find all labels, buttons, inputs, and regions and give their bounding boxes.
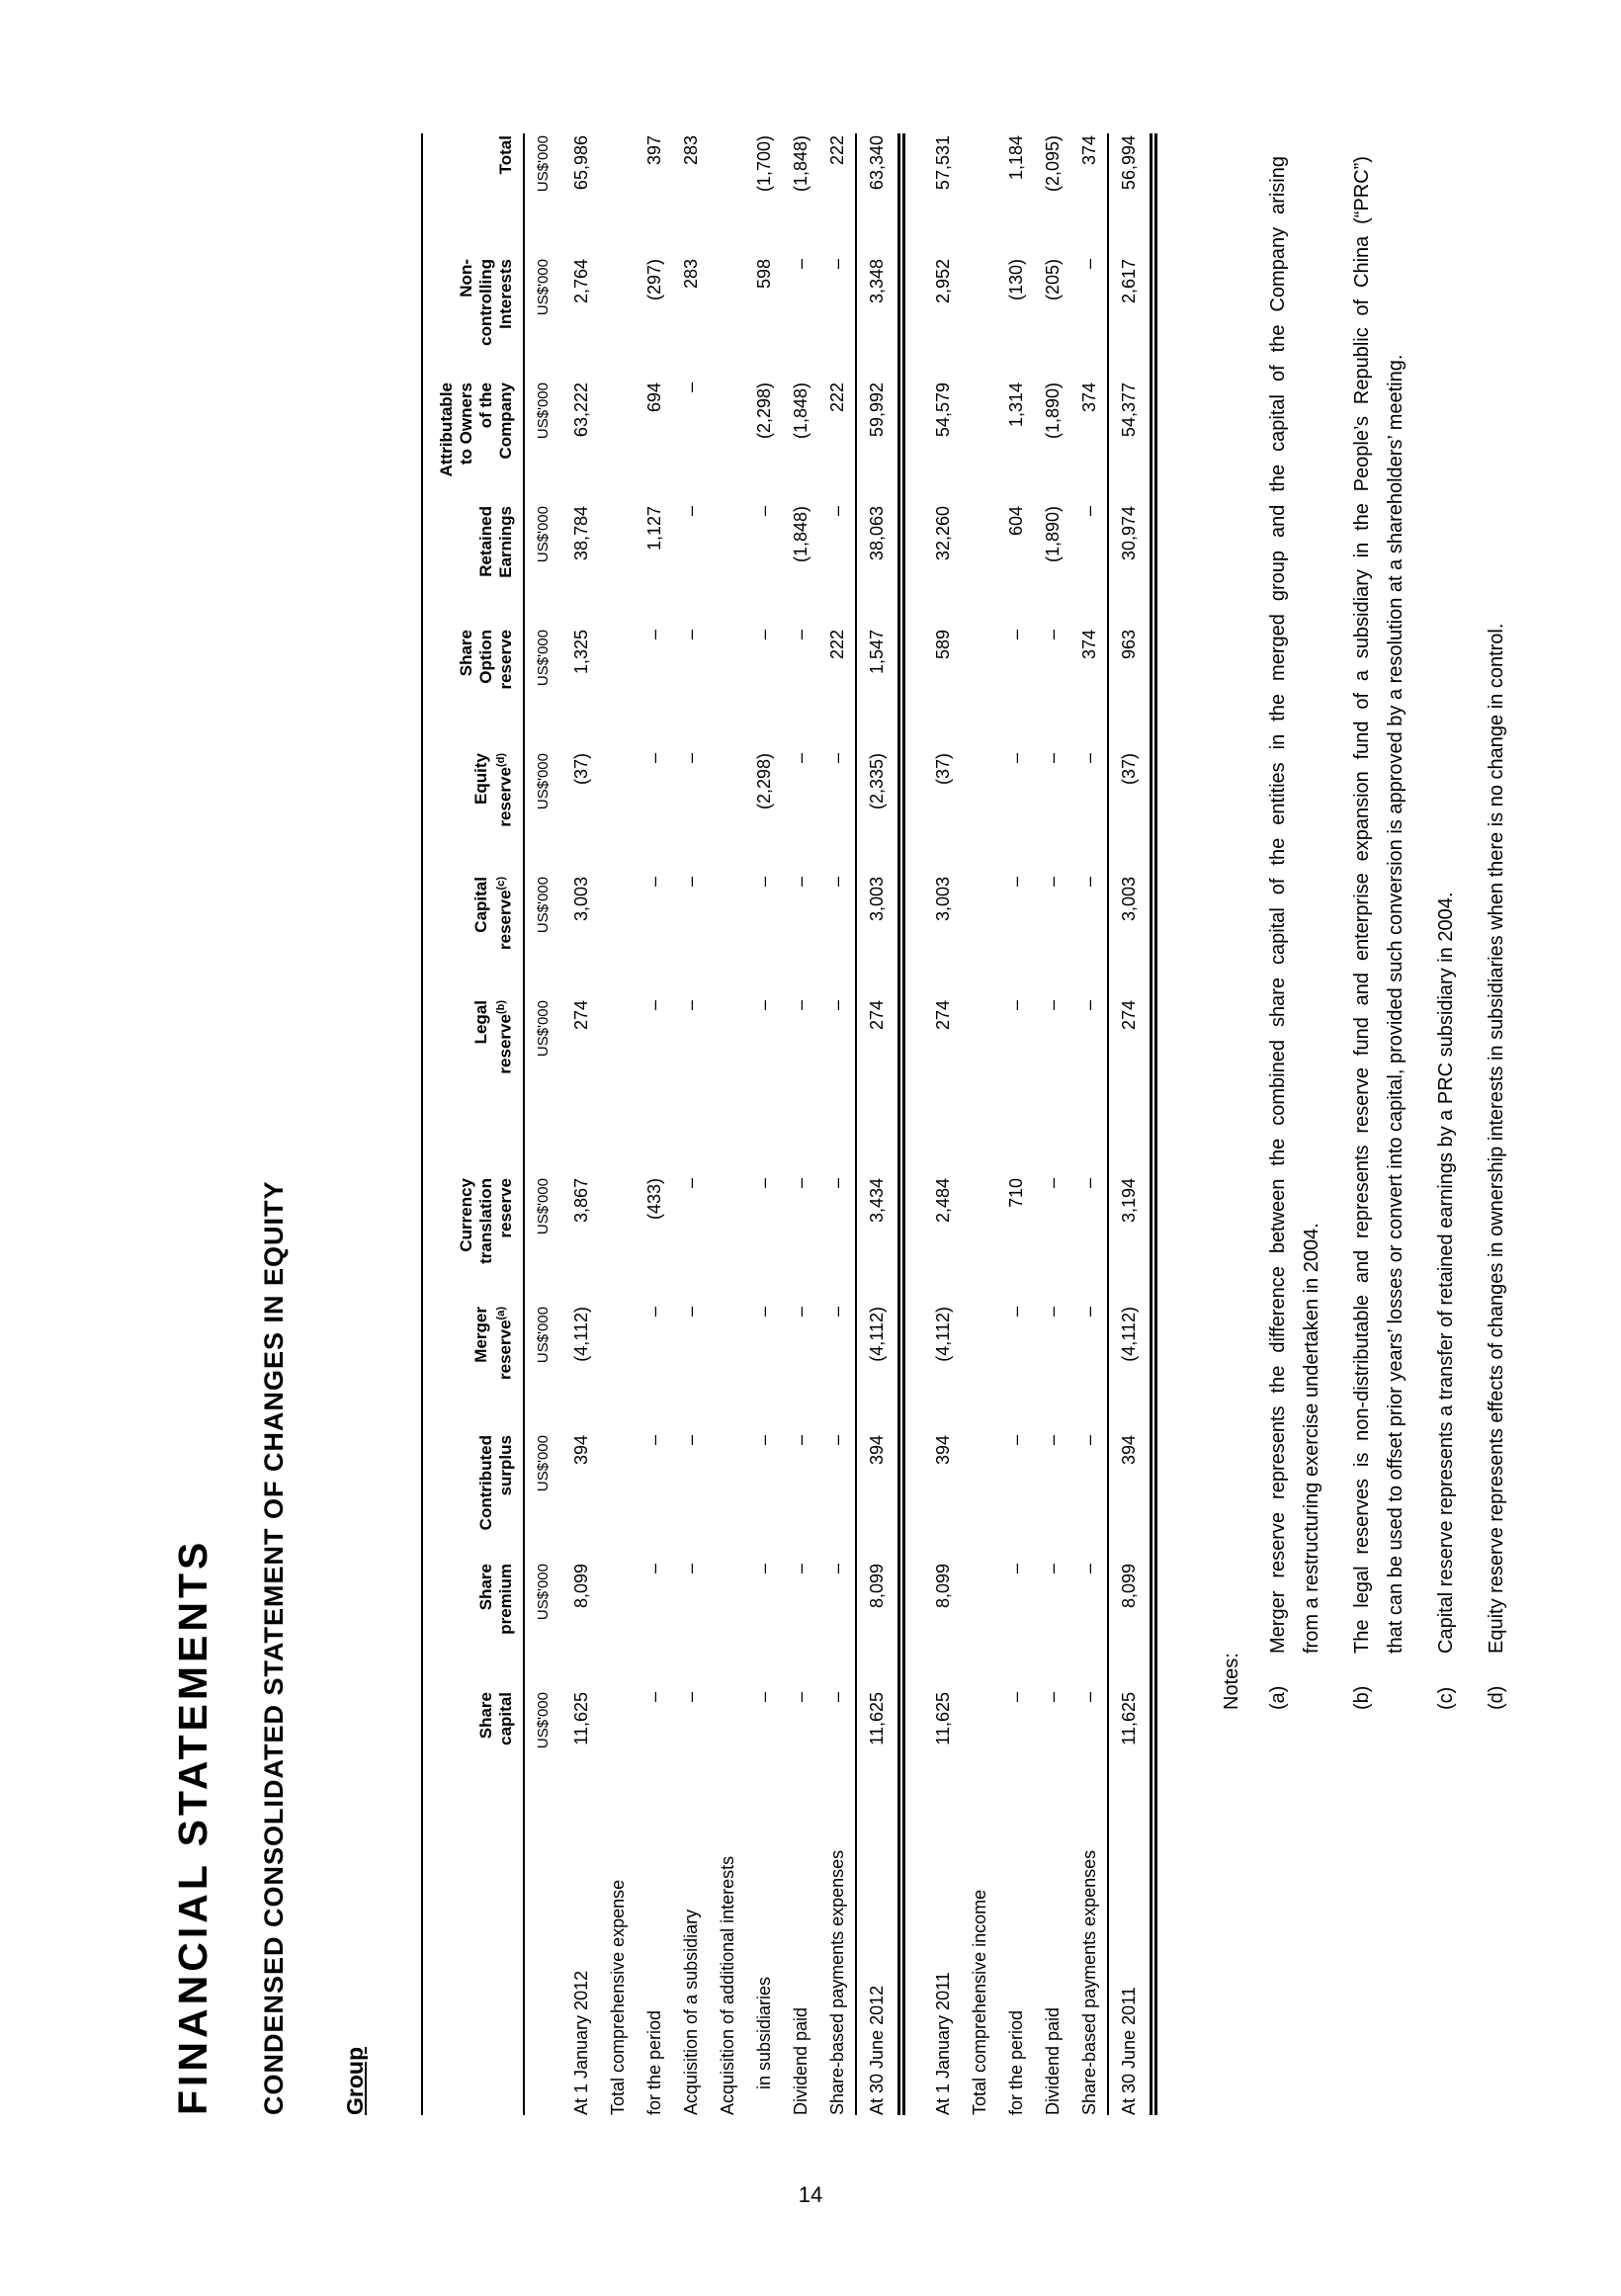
value-cell [600,1305,637,1433]
value-cell: – [1043,1692,1063,1703]
value-cell: (37) [933,753,953,786]
value-cell: 3,003 [933,877,953,922]
value-cell [962,1433,998,1562]
value-cell [962,998,998,1176]
value-cell [710,133,746,257]
section-label: Group [342,2047,368,2115]
row-label: Total comprehensive expense [608,1879,628,2115]
column-header: Legal reserve$^{(b)}$ [422,998,524,1176]
value-cell: 394 [933,1435,953,1466]
value-cell: 274 [933,1000,953,1031]
value-cell: – [1043,1000,1063,1011]
value-cell: 8,099 [856,1562,901,1690]
value-cell: 3,348 [856,257,901,381]
value-cell: 274 [571,1000,591,1031]
row-label: for the period [644,2009,664,2115]
page-subtitle: CONDENSED CONSOLIDATED STATEMENT OF CHANGES IN EQUITY [259,1180,289,2115]
value-cell: 11,625 [571,1692,591,1745]
value-cell: – [1006,753,1026,764]
value-cell: – [644,877,664,888]
table-row [925,133,962,2115]
value-cell: 3,003 [1108,875,1153,998]
value-cell [962,1176,998,1305]
row-label: Share-based payments expenses [1078,1849,1099,2115]
value-cell: – [791,1435,810,1446]
value-cell: 394 [1108,1433,1153,1562]
column-header: Contributed surplus [422,1433,524,1562]
table-row [856,133,901,2115]
value-cell: – [1078,1692,1099,1703]
unit-cell-empty [524,1819,563,2115]
value-cell: – [1006,1307,1026,1318]
value-cell: – [681,753,701,764]
value-cell: – [681,506,701,517]
value-cell [710,875,746,998]
unit-cell: US$'000 [535,1178,552,1235]
equity-table-wrap [421,133,1157,2115]
value-cell [600,257,637,381]
value-cell [710,1176,746,1305]
row-label: At 30 June 2011 [1108,1819,1153,2115]
value-cell: – [791,1178,810,1189]
value-cell: (1,700) [754,135,774,193]
value-cell: – [1043,630,1063,640]
row-label: Dividend paid [1043,2006,1063,2115]
value-cell: – [826,753,847,764]
note-line: that can be used to offset prior years’ losses or convert into capital, provided such conversion is approved by a resolution at a shareholders’ meeting. [1385,354,1407,1654]
note-body [1345,156,1412,1654]
value-cell: – [1078,1000,1099,1011]
column-header: Total [422,133,524,257]
value-cell: (297) [644,259,664,301]
value-cell: 274 [1108,998,1153,1176]
value-cell: – [681,1307,701,1318]
note-marker: (b) [1351,1685,1373,1710]
value-cell: 598 [754,259,774,290]
page-title: FINANCIAL STATEMENTS [170,1538,215,2115]
value-cell: – [1078,877,1099,888]
value-cell: (2,298) [754,383,774,440]
value-cell: – [791,1564,810,1574]
value-cell: 397 [644,135,664,166]
value-cell [710,1433,746,1562]
note-body [1261,156,1328,1654]
value-cell [710,998,746,1176]
value-cell: – [754,630,774,640]
value-cell: 2,617 [1108,257,1153,381]
column-header: Capital reserve$^{(c)}$ [422,875,524,998]
value-cell: 1,314 [1006,383,1026,428]
value-cell: 3,867 [571,1178,591,1224]
value-cell: – [1006,1692,1026,1703]
value-cell: – [1078,1178,1099,1189]
value-cell: – [1043,753,1063,764]
value-cell [600,628,637,751]
table-row [783,133,819,2115]
value-cell: 710 [1006,1178,1026,1209]
column-header: Non- controlling Interests [422,257,524,381]
value-cell: (1,848) [791,135,810,193]
value-cell: 2,952 [933,259,953,304]
table-row [1035,133,1071,2115]
note-line: Equity reserve represents effects of changes in ownership interests in subsidiaries when there is no change in control. [1486,623,1507,1654]
value-cell: – [754,1435,774,1446]
value-cell: 963 [1108,628,1153,751]
value-cell: 589 [933,630,953,660]
value-cell: – [826,506,847,517]
value-cell: 8,099 [933,1564,953,1609]
unit-cell: US$'000 [535,1564,552,1621]
value-cell: 3,003 [856,875,901,998]
value-cell [600,751,637,875]
note-line: The legal reserves is non-distributable and represents reserve fund and enterprise expansion fund of a subsidiary in the People’s Republic of China (“PRC”) [1351,156,1373,1654]
row-label: for the period [1006,2009,1026,2115]
unit-cell: US$'000 [535,877,552,934]
value-cell [962,133,998,257]
value-cell: – [754,1692,774,1703]
value-cell: – [1043,877,1063,888]
table-row [637,133,673,2115]
value-cell: 32,260 [933,506,953,561]
value-cell: 694 [644,383,664,413]
value-cell: (2,335) [856,751,901,875]
value-cell: – [1043,1307,1063,1318]
note-item [1345,153,1412,1710]
note-item [1480,153,1513,1710]
value-cell: 65,986 [571,135,591,191]
value-cell: 274 [856,998,901,1176]
note-marker: (d) [1486,1685,1507,1710]
value-cell: (205) [1043,259,1063,301]
value-cell: (1,848) [791,383,810,440]
table-row [600,133,637,2115]
unit-cell: US$'000 [535,630,552,687]
value-cell [962,1305,998,1433]
value-cell: 283 [681,259,701,290]
value-cell: – [644,753,664,764]
value-cell: – [644,1692,664,1703]
value-cell: 38,063 [856,504,901,628]
column-header: Retained Earnings [422,504,524,628]
note-marker: (a) [1267,1685,1289,1710]
unit-cell: US$'000 [535,135,552,193]
value-cell: 57,531 [933,135,953,191]
value-cell: – [791,753,810,764]
value-cell: 59,992 [856,381,901,504]
table-row [1071,133,1108,2115]
value-cell [962,381,998,504]
value-cell: (1,848) [791,506,810,563]
value-cell: 374 [1078,383,1099,413]
value-cell [962,504,998,628]
value-cell: 38,784 [571,506,591,561]
value-cell: – [754,1564,774,1574]
note-item [1429,153,1463,1710]
note-body [1480,156,1513,1654]
value-cell: – [826,259,847,270]
value-cell [600,1433,637,1562]
row-label: Dividend paid [791,2006,810,2115]
value-cell: (4,112) [1108,1305,1153,1433]
value-cell [962,875,998,998]
value-cell: – [826,1307,847,1318]
table-row [901,133,925,2115]
value-cell: – [681,1564,701,1574]
value-cell: – [791,630,810,640]
value-cell: 1,184 [1006,135,1026,181]
value-cell: – [754,877,774,888]
value-cell: – [826,1692,847,1703]
value-cell [962,1690,998,1819]
value-cell: – [1006,1435,1026,1446]
value-cell: – [1043,1435,1063,1446]
row-label: At 1 January 2011 [933,1972,953,2115]
table-row [746,133,783,2115]
value-cell: – [826,1435,847,1446]
column-header: Share premium [422,1562,524,1690]
value-cell: – [791,1000,810,1011]
table-row [1108,133,1153,2115]
column-header: Attributable to Owners of the Company [422,381,524,504]
value-cell [710,381,746,504]
value-cell: (4,112) [571,1307,591,1362]
value-cell: – [791,1692,810,1703]
value-cell: – [644,1435,664,1446]
value-cell: – [791,877,810,888]
value-cell: 222 [826,135,847,166]
table-row [998,133,1035,2115]
note-line: from a restructuring exercise undertaken in 2004. [1301,1223,1322,1654]
value-cell: – [1078,259,1099,270]
value-cell: – [754,1307,774,1318]
value-cell: – [1078,506,1099,517]
value-cell: – [681,1435,701,1446]
value-cell: – [681,383,701,393]
value-cell: – [826,1178,847,1189]
column-header: Equity reserve$^{(d)}$ [422,751,524,875]
value-cell: – [681,1178,701,1189]
unit-cell: US$'000 [535,1000,552,1058]
value-cell [710,1690,746,1819]
value-cell [600,1176,637,1305]
value-cell: – [791,259,810,270]
value-cell: – [754,1000,774,1011]
value-cell [600,133,637,257]
value-cell [962,257,998,381]
value-cell: – [791,1307,810,1318]
value-cell: 222 [826,383,847,413]
value-cell: – [1006,630,1026,640]
value-cell: 283 [681,135,701,166]
value-cell: 63,340 [856,133,901,257]
value-cell: (37) [571,753,591,786]
table-row [710,133,746,2115]
value-cell: (4,112) [933,1307,953,1362]
column-header: Merger reserve$^{(a)}$ [422,1305,524,1433]
value-cell: – [826,1000,847,1011]
value-cell [600,998,637,1176]
value-cell: (2,298) [754,753,774,810]
value-cell: – [644,630,664,640]
value-cell: 1,547 [856,628,901,751]
value-cell: 222 [826,630,847,660]
notes [1219,153,1513,1710]
value-cell: – [644,1000,664,1011]
value-cell: 56,994 [1108,133,1153,257]
value-cell: – [1078,753,1099,764]
value-cell: 2,764 [571,259,591,304]
notes-heading: Notes: [1221,1653,1242,1710]
value-cell: 3,434 [856,1176,901,1305]
value-cell: (1,890) [1043,383,1063,440]
unit-cell: US$'000 [535,383,552,440]
value-cell: 1,325 [571,630,591,675]
column-header: Share capital [422,1690,524,1819]
value-cell: – [826,1564,847,1574]
value-cell: – [681,1692,701,1703]
value-cell: (433) [644,1178,664,1221]
value-cell: – [754,506,774,517]
value-cell: – [1043,1178,1063,1189]
value-cell [710,504,746,628]
value-cell [710,751,746,875]
value-cell [710,628,746,751]
note-line: Merger reserve represents the difference between the combined share capital of the entities in the merged group and the capital of the Company arising [1267,156,1289,1654]
value-cell: 394 [856,1433,901,1562]
row-label: At 1 January 2012 [571,1970,591,2115]
value-cell: (37) [1108,751,1153,875]
value-cell [710,1305,746,1433]
value-cell [600,1690,637,1819]
unit-cell: US$'000 [535,506,552,563]
value-cell [600,381,637,504]
unit-cell: US$'000 [535,259,552,316]
value-cell: 3,194 [1108,1176,1153,1305]
unit-cell: US$'000 [535,753,552,810]
value-cell: 374 [1078,630,1099,660]
table-row [563,133,600,2115]
value-cell [710,257,746,381]
value-cell: 8,099 [571,1564,591,1609]
value-cell: (2,095) [1043,135,1063,193]
note-marker: (c) [1435,1686,1457,1710]
value-cell: 54,579 [933,383,953,438]
row-label: Total comprehensive income [970,1889,989,2115]
page-number: 14 [798,2182,823,2207]
row-label: Acquisition of additional interests [718,1855,737,2115]
value-cell: 11,625 [1108,1690,1153,1819]
value-cell: 8,099 [1108,1562,1153,1690]
unit-cell: US$'000 [535,1692,552,1749]
value-cell: 374 [1078,135,1099,166]
value-cell: 2,484 [933,1178,953,1224]
column-header: Share Option reserve [422,628,524,751]
value-cell: 30,974 [1108,504,1153,628]
row-label: Share-based payments expenses [826,1849,847,2115]
value-cell: – [826,877,847,888]
unit-cell: US$'000 [535,1435,552,1492]
value-cell: 11,625 [933,1692,953,1745]
value-cell: 54,377 [1108,381,1153,504]
row-label: Acquisition of a subsidiary [681,1909,701,2115]
unit-cell: US$'000 [535,1307,552,1364]
value-cell: – [681,630,701,640]
value-cell: 3,003 [571,877,591,922]
equity-table [421,133,1157,2115]
table-row [673,133,710,2115]
value-cell: – [681,1000,701,1011]
note-line: Capital reserve represents a transfer of retained earnings by a PRC subsidiary in 2004. [1435,892,1457,1654]
value-cell: – [1006,1564,1026,1574]
value-cell: 63,222 [571,383,591,438]
value-cell: (4,112) [856,1305,901,1433]
value-cell: (1,890) [1043,506,1063,563]
value-cell [600,875,637,998]
value-cell: – [1006,877,1026,888]
value-cell: – [1078,1307,1099,1318]
value-cell: – [644,1564,664,1574]
note-body [1429,156,1463,1654]
value-cell: – [754,1178,774,1189]
column-header-empty [422,1819,524,2115]
value-cell: 604 [1006,506,1026,537]
value-cell: 394 [571,1435,591,1466]
value-cell: – [1043,1564,1063,1574]
value-cell [962,628,998,751]
note-item [1261,153,1328,1710]
column-header: Currency translation reserve [422,1176,524,1305]
value-cell: – [1078,1435,1099,1446]
table-row [962,133,998,2115]
row-label: At 30 June 2012 [856,1819,901,2115]
value-cell [710,1562,746,1690]
value-cell [600,504,637,628]
value-cell: 11,625 [856,1690,901,1819]
value-cell: (130) [1006,259,1026,301]
value-cell: 1,127 [644,506,664,552]
table-header-row [422,133,524,2115]
spacer-cell [901,133,925,2115]
value-cell: – [1006,1000,1026,1011]
value-cell [600,1562,637,1690]
value-cell [962,1562,998,1690]
row-label: in subsidiaries [754,1976,774,2089]
value-cell: – [1078,1564,1099,1574]
table-row [819,133,856,2115]
unit-row [524,133,563,2115]
value-cell: – [681,877,701,888]
value-cell: – [644,1307,664,1318]
value-cell [962,751,998,875]
